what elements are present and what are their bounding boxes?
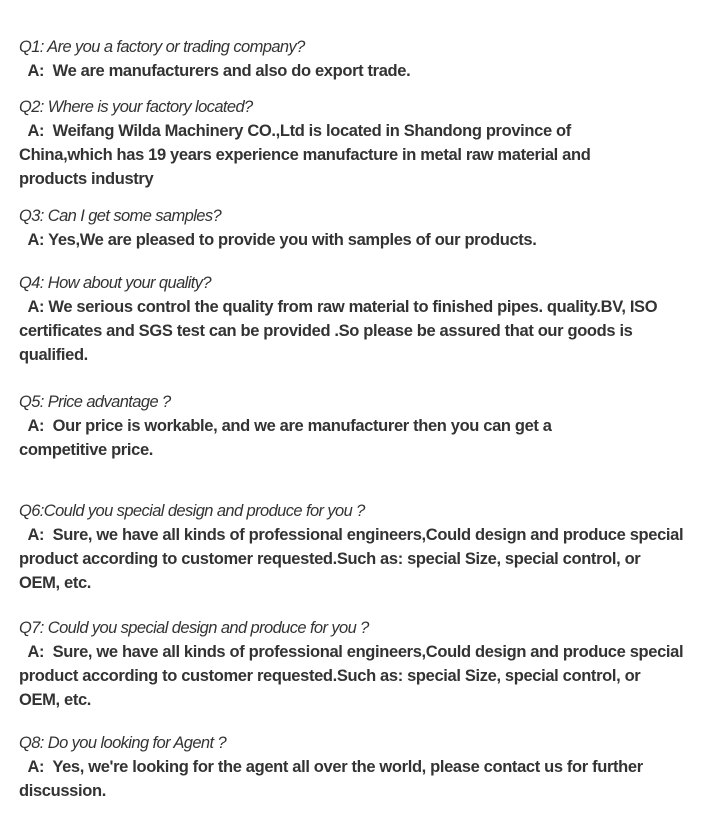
faq-item-1 xyxy=(19,36,699,83)
faq-question: Q2: Where is your factory located? xyxy=(19,98,253,116)
faq-question: Q6:Could you special design and produce for you ? xyxy=(19,502,365,520)
faq-question: Q4: How about your quality? xyxy=(19,274,211,292)
faq-answer: A: Yes,We are pleased to provide you with samples of our products. xyxy=(19,231,537,249)
faq-item-8 xyxy=(19,732,699,803)
faq-question: Q7: Could you special design and produce for you ? xyxy=(19,619,369,637)
faq-answer: A: Sure, we have all kinds of professional engineers,Could design and produce special product according to customer requested.Such as: special Size, special control, or OEM, etc. xyxy=(19,643,688,709)
faq-answer: A: Weifang Wilda Machinery CO.,Ltd is located in Shandong province of China,which has 19 years experience manufacture in metal raw material and products industry xyxy=(19,122,595,188)
faq-question: Q5: Price advantage ? xyxy=(19,393,171,411)
faq-item-5 xyxy=(19,391,699,462)
faq-item-2 xyxy=(19,96,699,191)
faq-answer: A: Sure, we have all kinds of professional engineers,Could design and produce special product according to customer requested.Such as: special Size, special control, or OEM, etc. xyxy=(19,526,688,592)
faq-answer: A: Yes, we're looking for the agent all over the world, please contact us for further discussion. xyxy=(19,758,648,800)
faq-item-7 xyxy=(19,617,699,712)
faq-answer: A: Our price is workable, and we are manufacturer then you can get a competitive price. xyxy=(19,417,556,459)
faq-item-3 xyxy=(19,205,699,252)
faq-answer: A: We are manufacturers and also do export trade. xyxy=(19,62,411,80)
faq-question: Q1: Are you a factory or trading company? xyxy=(19,38,305,56)
faq-question: Q8: Do you looking for Agent ? xyxy=(19,734,227,752)
faq-item-4 xyxy=(19,272,699,367)
faq-question: Q3: Can I get some samples? xyxy=(19,207,222,225)
faq-item-6 xyxy=(19,500,699,595)
faq-answer: A: We serious control the quality from raw material to finished pipes. quality.BV, ISO certificates and SGS test can be provided .So please be assured that our goods is qualified. xyxy=(19,298,662,364)
